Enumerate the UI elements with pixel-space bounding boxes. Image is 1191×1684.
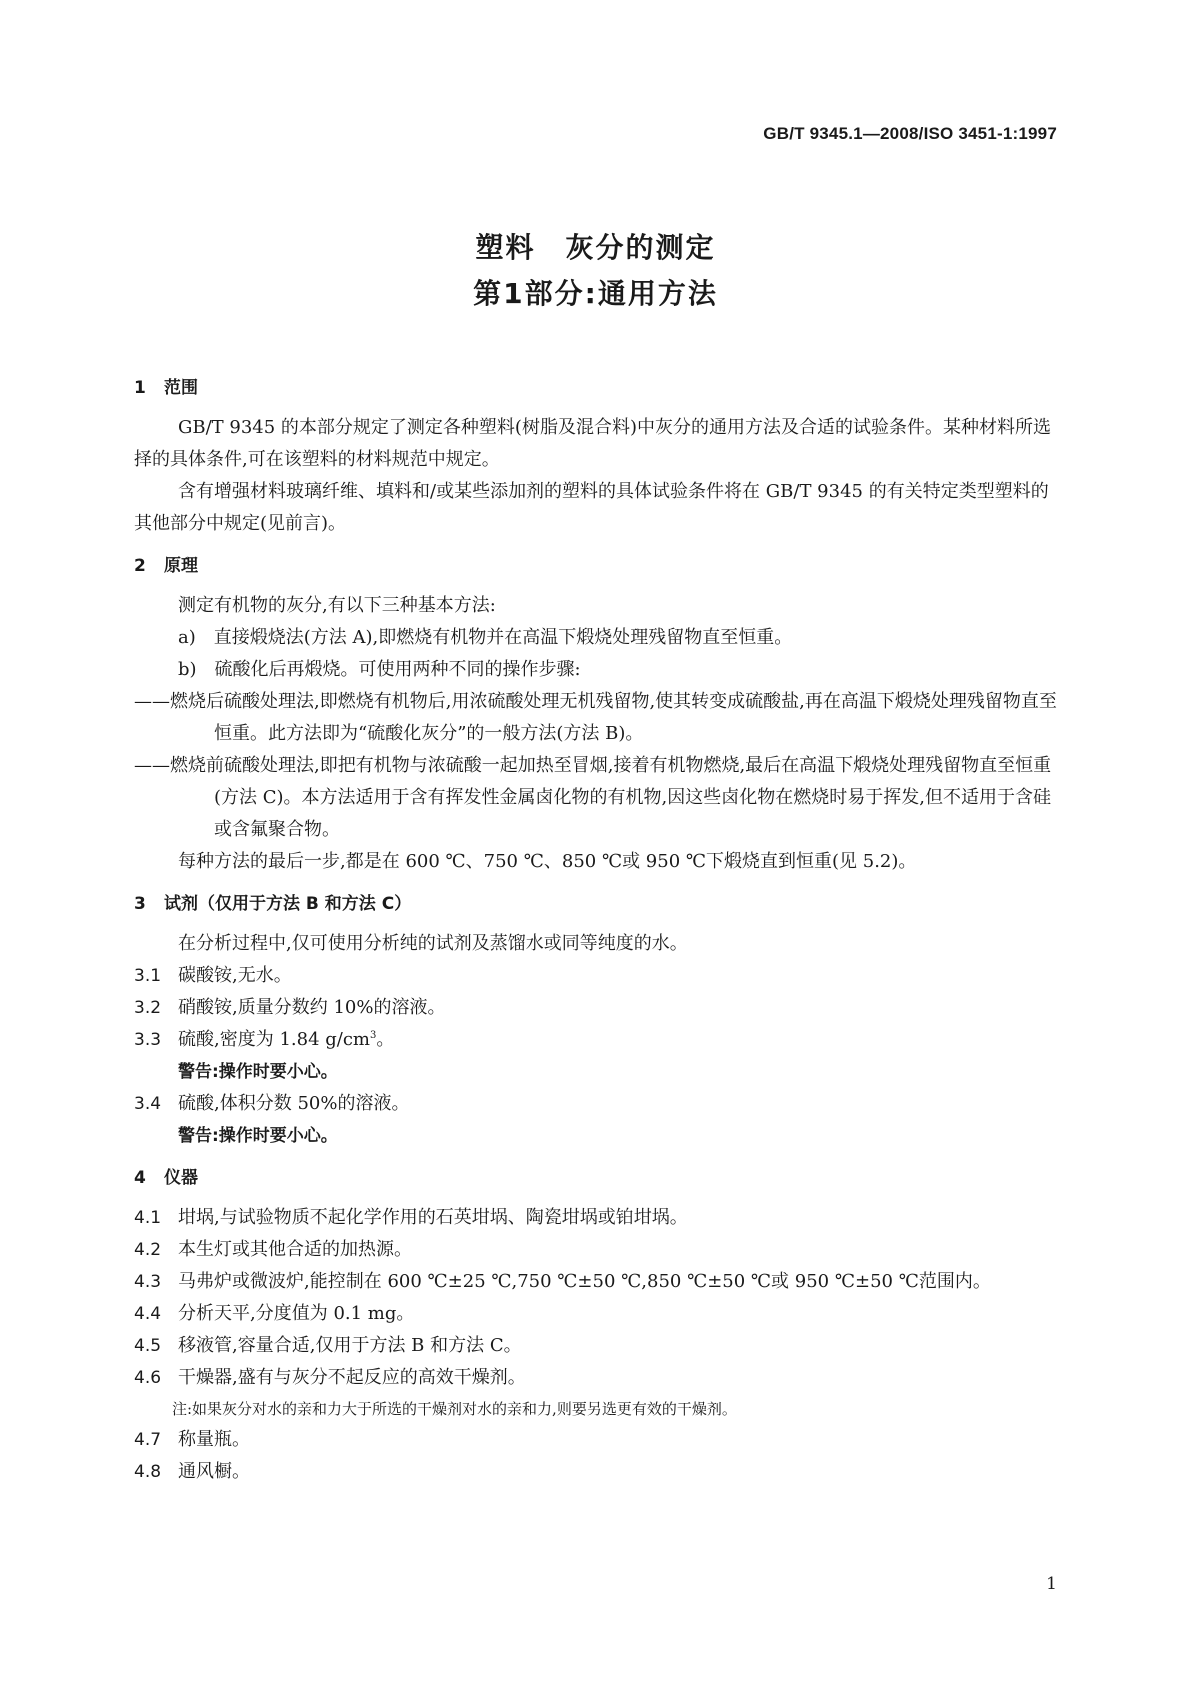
warning-text: 警告:操作时要小心。 xyxy=(178,1062,338,1082)
document-body xyxy=(134,372,1057,1488)
section-title: 仪器 xyxy=(164,1168,198,1188)
section-heading-apparatus xyxy=(134,1162,1057,1194)
document-subtitle: 第1部分:通用方法 xyxy=(473,277,718,310)
list-item xyxy=(134,960,1057,992)
item-number: 3.3 xyxy=(134,1030,162,1050)
section-heading-principle xyxy=(134,550,1057,582)
list-item: a) 直接煅烧法(方法 A),即燃烧有机物并在高温下煅烧处理残留物直至恒重。 xyxy=(178,627,793,648)
warning-text: 警告:操作时要小心。 xyxy=(178,1126,338,1146)
paragraph: 含有增强材料玻璃纤维、填料和/或某些添加剂的塑料的具体试验条件将在 GB/T 9345 的有关特定类型塑料的其他部分中规定(见前言)。 xyxy=(134,481,1049,534)
item-number: 4.6 xyxy=(134,1368,162,1388)
list-item: b) 硫酸化后再煅烧。可使用两种不同的操作步骤: xyxy=(178,659,581,680)
item-text: 马弗炉或微波炉,能控制在 600 ℃±25 ℃,750 ℃±50 ℃,850 ℃±50 ℃或 950 ℃±50 ℃范围内。 xyxy=(178,1271,991,1292)
item-text: 分析天平,分度值为 0.1 mg。 xyxy=(178,1303,415,1324)
list-item xyxy=(134,1330,1057,1362)
dash-item: ——燃烧前硫酸处理法,即把有机物与浓硫酸一起加热至冒烟,接着有机物燃烧,最后在高温下煅烧处理残留物直至恒重(方法 C)。本方法适用于含有挥发性金属卤化物的有机物,因这些卤化物在燃烧时易于挥发,但不适用于含硅或含氟聚合物。 xyxy=(134,755,1052,840)
paragraph: 在分析过程中,仅可使用分析纯的试剂及蒸馏水或同等纯度的水。 xyxy=(178,933,688,954)
section-heading-reagents xyxy=(134,888,1057,920)
list-item xyxy=(134,992,1057,1024)
paragraph: 测定有机物的灰分,有以下三种基本方法: xyxy=(178,595,496,616)
list-item xyxy=(134,1362,1057,1394)
item-text: 本生灯或其他合适的加热源。 xyxy=(178,1239,412,1260)
superscript: 3 xyxy=(369,1030,377,1041)
item-number: 4.8 xyxy=(134,1462,162,1482)
list-item xyxy=(134,1202,1057,1234)
section-number: 3 xyxy=(134,894,146,914)
list-item xyxy=(134,1456,1057,1488)
item-text: 坩埚,与试验物质不起化学作用的石英坩埚、陶瓷坩埚或铂坩埚。 xyxy=(178,1207,688,1228)
item-text xyxy=(178,1024,394,1056)
document-title: 塑料 灰分的测定 xyxy=(475,231,716,264)
list-item xyxy=(134,1266,1057,1298)
section-number: 4 xyxy=(134,1168,146,1188)
item-text: 通风橱。 xyxy=(178,1461,250,1482)
section-title: 范围 xyxy=(164,378,198,398)
section-number: 2 xyxy=(134,556,146,576)
section-heading-scope xyxy=(134,372,1057,404)
section-title: 原理 xyxy=(164,556,198,576)
item-number: 4.5 xyxy=(134,1336,162,1356)
note-text: 注:如果灰分对水的亲和力大于所选的干燥剂对水的亲和力,则要另选更有效的干燥剂。 xyxy=(172,1400,737,1418)
item-number: 3.4 xyxy=(134,1094,162,1114)
dash-item: ——燃烧后硫酸处理法,即燃烧有机物后,用浓硫酸处理无机残留物,使其转变成硫酸盐,再在高温下煅烧处理残留物直至恒重。此方法即为“硫酸化灰分”的一般方法(方法 B)。 xyxy=(134,691,1057,744)
item-text: 干燥器,盛有与灰分不起反应的高效干燥剂。 xyxy=(178,1367,526,1388)
paragraph: GB/T 9345 的本部分规定了测定各种塑料(树脂及混合料)中灰分的通用方法及合适的试验条件。某种材料所选择的具体条件,可在该塑料的材料规范中规定。 xyxy=(134,417,1051,470)
item-number: 4.2 xyxy=(134,1240,162,1260)
list-item xyxy=(134,1234,1057,1266)
section-number: 1 xyxy=(134,378,146,398)
item-text-tail: 。 xyxy=(376,1029,395,1050)
paragraph: 每种方法的最后一步,都是在 600 ℃、750 ℃、850 ℃或 950 ℃下煅烧直到恒重(见 5.2)。 xyxy=(178,851,917,872)
item-text: 称量瓶。 xyxy=(178,1429,250,1450)
list-item xyxy=(134,1424,1057,1456)
item-text-main: 硫酸,密度为 1.84 g/cm xyxy=(178,1029,370,1050)
item-text: 碳酸铵,无水。 xyxy=(178,965,292,986)
item-text: 硫酸,体积分数 50%的溶液。 xyxy=(178,1093,410,1114)
page-number: 1 xyxy=(1046,1574,1057,1594)
item-number: 4.7 xyxy=(134,1430,162,1450)
item-number: 4.3 xyxy=(134,1272,162,1292)
item-number: 4.1 xyxy=(134,1208,162,1228)
item-number: 4.4 xyxy=(134,1304,162,1324)
list-item xyxy=(134,1298,1057,1330)
section-title: 试剂（仅用于方法 B 和方法 C） xyxy=(164,894,412,914)
standard-number: GB/T 9345.1—2008/ISO 3451-1:1997 xyxy=(763,124,1057,143)
item-text: 硝酸铵,质量分数约 10%的溶液。 xyxy=(178,997,446,1018)
list-item xyxy=(134,1088,1057,1120)
item-text: 移液管,容量合适,仅用于方法 B 和方法 C。 xyxy=(178,1335,522,1356)
list-item xyxy=(134,1024,1057,1056)
item-number: 3.2 xyxy=(134,998,162,1018)
item-number: 3.1 xyxy=(134,966,162,986)
